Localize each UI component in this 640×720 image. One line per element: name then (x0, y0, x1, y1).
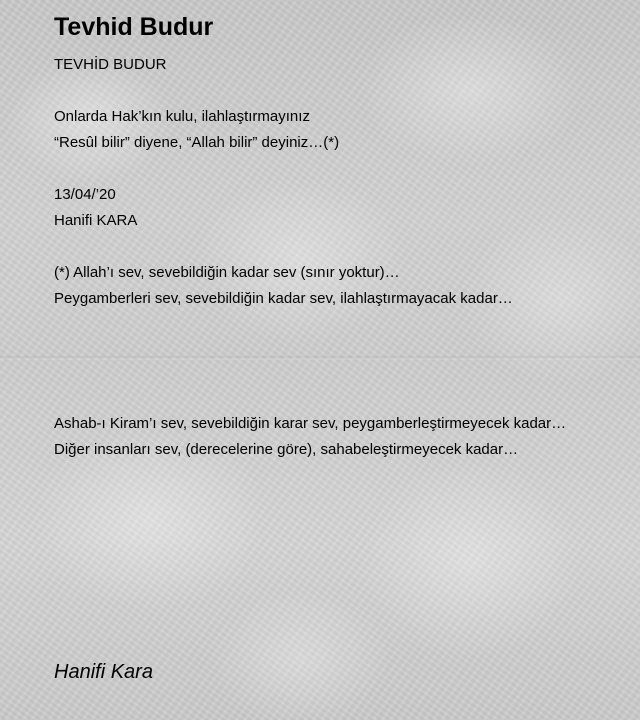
poem-line-2: “Resûl bilir” diyene, “Allah bilir” deyiniz…(*) (54, 134, 340, 151)
footnote-line-4: Diğer insanları sev, (derecelerine göre), sahabeleştirmeyecek kadar… (54, 441, 519, 458)
footnote-line-3: Ashab-ı Kiram’ı sev, sevebildiğin karar sev, peygamberleştirmeyecek kadar… (54, 415, 567, 432)
footnote-line-2: Peygamberleri sev, sevebildiğin kadar sev, ilahlaştırmayacak kadar… (54, 290, 513, 307)
poem-title: Tevhid Budur (54, 13, 214, 41)
author-signature: Hanifi Kara (54, 661, 153, 683)
section-divider (0, 356, 640, 360)
poem-date: 13/04/’20 (54, 186, 116, 203)
footnote-line-1: (*) Allah’ı sev, sevebildiğin kadar sev (sınır yoktur)… (54, 264, 400, 281)
poem-author: Hanifi KARA (54, 212, 138, 229)
poem-subtitle: TEVHİD BUDUR (54, 56, 167, 73)
poem-line-1: Onlarda Hak’kın kulu, ilahlaştırmayınız (54, 108, 310, 125)
